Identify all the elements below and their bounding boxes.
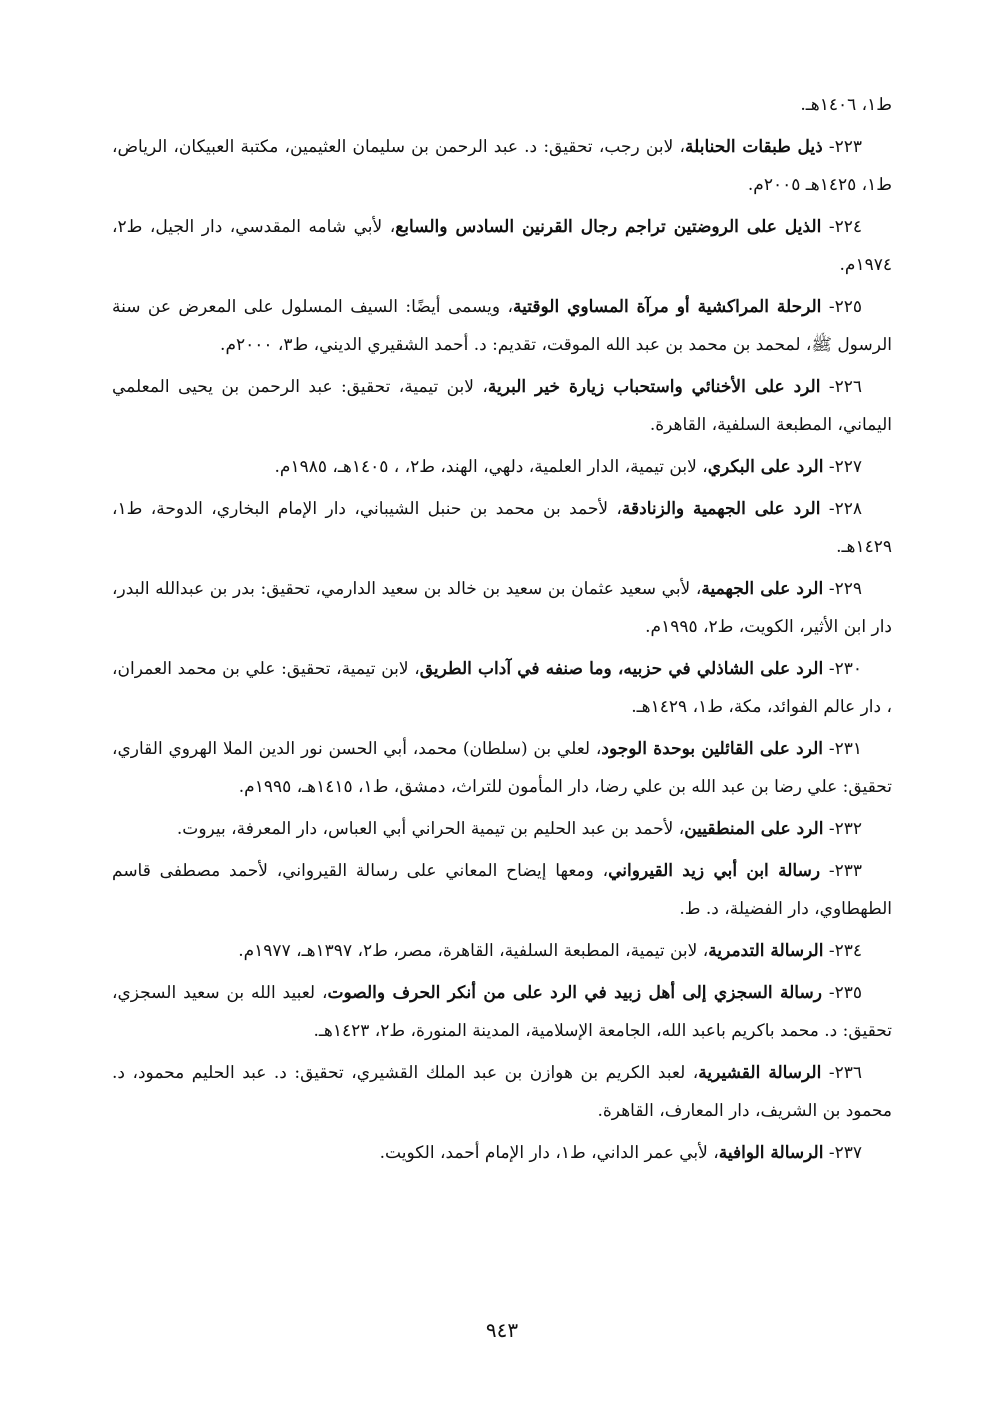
- entry-title: الرحلة المراكشية أو مرآة المساوي الوقتية: [512, 297, 822, 317]
- entry-number: ٢٣٠-: [823, 659, 862, 679]
- entry-title: الرسالة الوافية: [718, 1143, 824, 1163]
- entry-title: الرد على القائلين بوحدة الوجود: [601, 739, 824, 759]
- entry-title: الذيل على الروضتين تراجم رجال القرنين السادس والسابع: [395, 217, 822, 237]
- entry-number: ٢٢٧-: [823, 457, 862, 477]
- bibliography-entry: [112, 1134, 892, 1172]
- entry-title: ذيل طبقات الحنابلة: [684, 137, 823, 157]
- bibliography-entry: [112, 810, 892, 848]
- entry-number: ٢٣٥-: [821, 983, 862, 1003]
- bibliography-entry: [112, 490, 892, 566]
- continuation-line: ط١، ١٤٠٦هـ.: [800, 95, 892, 115]
- entry-number: ٢٢٤-: [821, 217, 862, 237]
- entry-number: ٢٢٣-: [822, 137, 862, 157]
- bibliography-entry: [112, 128, 892, 204]
- entry-details: ، لأبي شامه المقدسي، دار الجيل، ط٢، ١٩٧٤م.: [112, 217, 892, 275]
- bibliography-entry: [112, 1054, 892, 1130]
- entry-title: رسالة ابن أبي زيد القيرواني: [608, 861, 821, 881]
- entry-number: ٢٢٥-: [821, 297, 863, 317]
- entry-details: ، لعلي بن (سلطان) محمد، أبي الحسن نور الدين الملا الهروي القاري، تحقيق: علي رضا بن عبد الله بن علي رضا، دار المأمون للتراث، دمشق، ط١، ١٤١٥هـ، ١٩٩٥م.: [112, 739, 892, 797]
- entry-title: الرد على البكري: [707, 457, 824, 477]
- bibliography-entry: [112, 208, 892, 284]
- entry-title: الرد على الجهمية: [701, 579, 824, 599]
- bibliography-entry: [112, 932, 892, 970]
- entry-details: ، ويسمى أيضًا: السيف المسلول على المعرض عن سنة الرسول ﷺ، لمحمد بن محمد بن عبد الله الموقت، تقديم: د. أحمد الشقيري الديني، ط٣، ٢٠٠٠م.: [112, 297, 892, 355]
- entry-number: ٢٣٧-: [823, 1143, 862, 1163]
- bibliography-entry: [112, 368, 892, 444]
- bibliography-entry: [112, 650, 892, 726]
- entry-number: ٢٣٢-: [823, 819, 862, 839]
- bibliography-entry: [112, 288, 892, 364]
- bibliography-entry: [112, 974, 892, 1050]
- entry-details: ، لأحمد بن عبد الحليم بن تيمية الحراني أبي العباس، دار المعرفة، بيروت.: [176, 819, 685, 839]
- entry-title: الرد على الجهمية والزنادقة: [621, 499, 821, 519]
- entry-title: الرسالة القشيرية: [698, 1063, 822, 1083]
- entry-details: ، لأبي سعيد عثمان بن سعيد بن خالد بن سعيد الدارمي، تحقيق: بدر بن عبدالله البدر، دار ابن الأثير، الكويت، ط٢، ١٩٩٥م.: [112, 579, 892, 637]
- entry-details: ، لابن تيمية، الدار العلمية، دلهي، الهند، ط٢، ، ١٤٠٥هـ، ١٩٨٥م.: [274, 457, 708, 477]
- entry-details: ، لابن رجب، تحقيق: د. عبد الرحمن بن سليمان العثيمين، مكتبة العبيكان، الرياض، ط١، ١٤٢٥هـ ٢٠٠٥م.: [112, 137, 892, 195]
- entry-number: ٢٢٨-: [820, 499, 862, 519]
- bibliography-page: [112, 86, 892, 1176]
- entry-details: ، لعبد الكريم بن هوازن بن عبد الملك القشيري، تحقيق: د. عبد الحليم محمود، د. محمود بن الشريف، دار المعارف، القاهرة.: [112, 1063, 892, 1121]
- entry-number: ٢٣١-: [823, 739, 862, 759]
- entry-details: ، لعبيد الله بن سعيد السجزي، تحقيق: د. محمد باكريم باعبد الله، الجامعة الإسلامية، المدينة المنورة، ط٢، ١٤٢٣هـ.: [112, 983, 892, 1041]
- bibliography-entry: [112, 448, 892, 486]
- entry-details: ، لابن تيمية، تحقيق: عبد الرحمن بن يحيى المعلمي اليماني، المطبعة السلفية، القاهرة.: [112, 377, 892, 435]
- entry-title: الرد على الشاذلي في حزبيه، وما صنفه في آداب الطريق: [419, 659, 824, 679]
- entry-details: ، لابن تيمية، المطبعة السلفية، القاهرة، مصر، ط٢، ١٣٩٧هـ، ١٩٧٧م.: [238, 941, 709, 961]
- entry-title: الرسالة التدمرية: [708, 941, 824, 961]
- bibliography-entry: [112, 730, 892, 806]
- page-number: ٩٤٣: [485, 1318, 519, 1342]
- entry-number: ٢٣٤-: [823, 941, 862, 961]
- entry-details: ، لأحمد بن محمد بن حنبل الشيباني، دار الإمام البخاري، الدوحة، ط١، ١٤٢٩هـ.: [112, 499, 892, 557]
- bibliography-entry: [112, 852, 892, 928]
- entry-details: ، لابن تيمية، تحقيق: علي بن محمد العمران، ، دار عالم الفوائد، مكة، ط١، ١٤٢٩هـ.: [112, 659, 892, 717]
- entry-details: ، لأبي عمر الداني، ط١، دار الإمام أحمد، الكويت.: [379, 1143, 719, 1163]
- entry-number: ٢٣٦-: [821, 1063, 862, 1083]
- entry-title: الرد على المنطقيين: [684, 819, 824, 839]
- bibliography-entry: [112, 570, 892, 646]
- entry-number: ٢٢٩-: [823, 579, 862, 599]
- entry-number: ٢٣٣-: [820, 861, 862, 881]
- entry-details: ، ومعها إيضاح المعاني على رسالة القيرواني، لأحمد مصطفى قاسم الطهطاوي، دار الفضيلة، د. ط.: [112, 861, 892, 919]
- entry-title: رسالة السجزي إلى أهل زبيد في الرد على من أنكر الحرف والصوت: [327, 983, 822, 1003]
- entry-number: ٢٢٦-: [820, 377, 862, 397]
- entry-title: الرد على الأخنائي واستحباب زيارة خير البرية: [487, 377, 821, 397]
